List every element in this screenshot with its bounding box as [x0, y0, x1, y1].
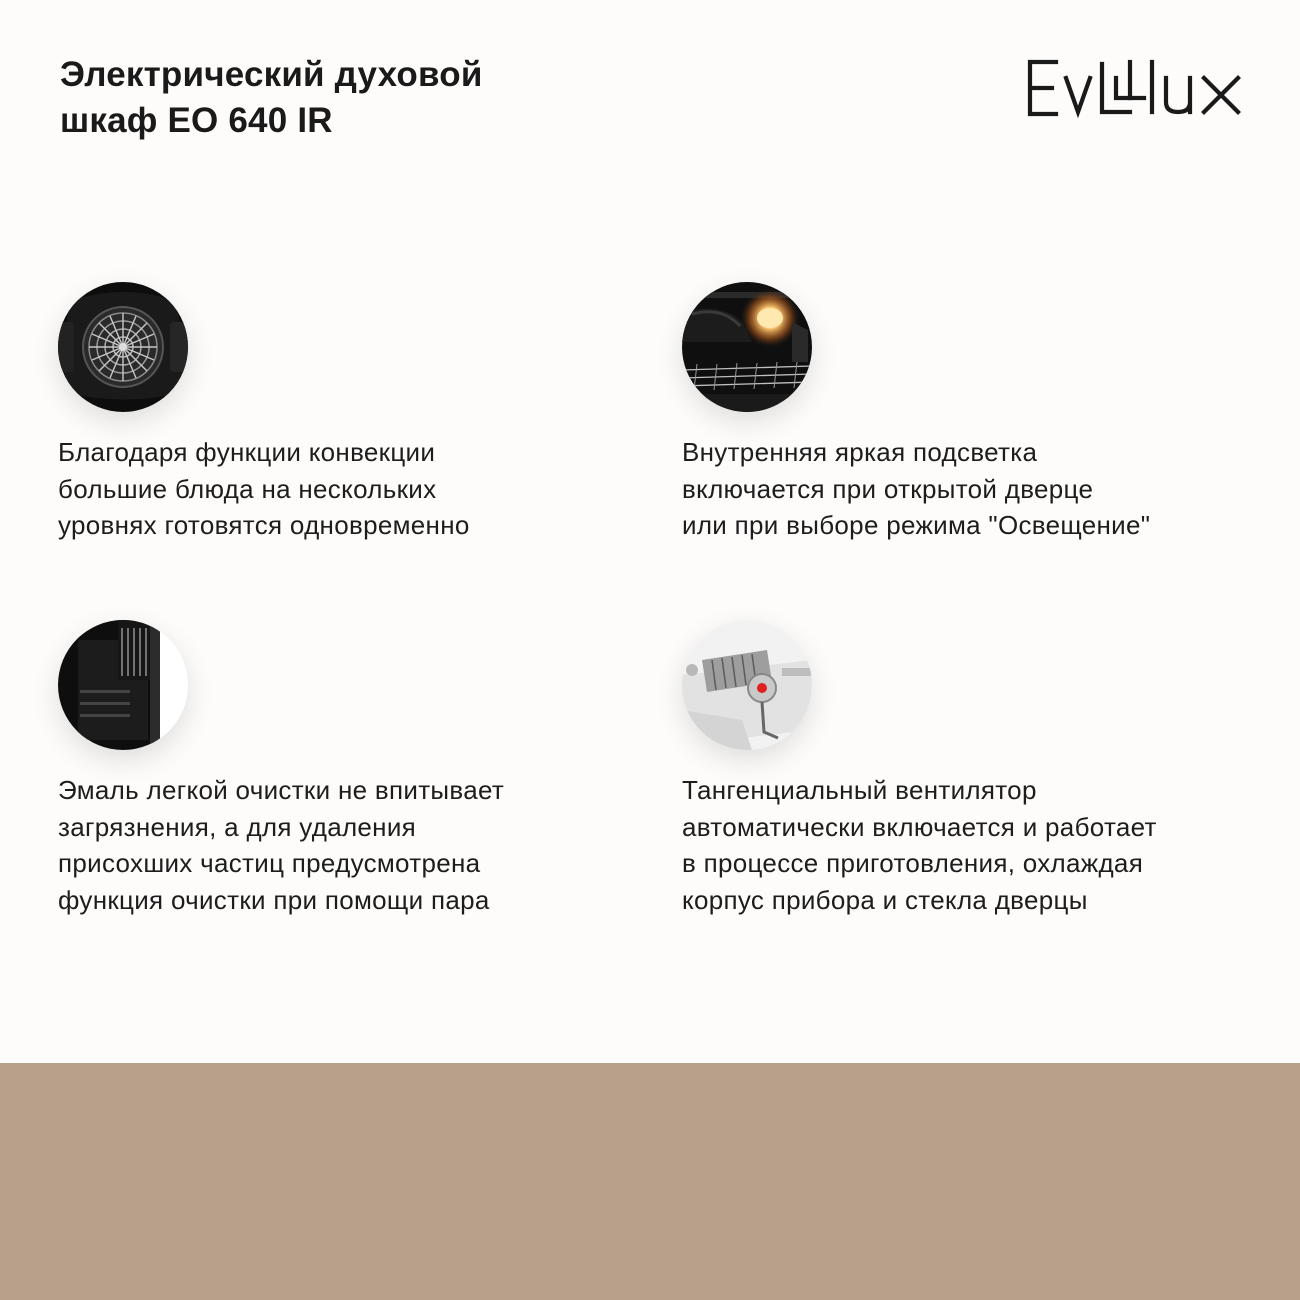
text-line: загрязнения, а для удаления: [58, 811, 417, 842]
title-line-1: Электрический духовой: [60, 55, 483, 94]
title-line-2: шкаф EO 640 IR: [60, 101, 333, 140]
feature-description: [682, 772, 1262, 918]
feature-description: [682, 434, 1262, 544]
feature-lighting: [682, 282, 1262, 544]
text-line: включается при открытой дверце: [682, 473, 1094, 504]
text-line: большие блюда на нескольких: [58, 473, 437, 504]
text-line: Благодаря функции конвекции: [58, 437, 436, 467]
text-line: функция очистки при помощи пара: [58, 884, 490, 915]
text-line: Внутренняя яркая подсветка: [682, 437, 1038, 467]
feature-enamel: [58, 620, 638, 918]
enamel-cavity-icon: [58, 620, 188, 750]
feature-description: [58, 434, 638, 544]
text-line: в процессе приготовления, охлаждая: [682, 848, 1144, 878]
text-line: автоматически включается и работает: [682, 811, 1157, 842]
text-line: Эмаль легкой очистки не впитывает: [58, 775, 505, 805]
tangential-fan-icon: [682, 620, 812, 750]
feature-convection: [58, 282, 638, 544]
convection-fan-icon: [58, 282, 188, 412]
text-line: корпус прибора и стекла дверцы: [682, 884, 1088, 915]
page-title: [60, 52, 483, 144]
feature-tangential-fan: [682, 620, 1262, 918]
text-line: присохших частиц предусмотрена: [58, 848, 481, 878]
feature-description: [58, 772, 638, 918]
footer-band: [0, 1063, 1300, 1300]
oven-light-icon: [682, 282, 812, 412]
text-line: уровнях готовятся одновременно: [58, 510, 470, 540]
brand-logo: [1026, 56, 1244, 118]
text-line: или при выборе режима "Освещение": [682, 510, 1151, 540]
text-line: Тангенциальный вентилятор: [682, 775, 1037, 805]
